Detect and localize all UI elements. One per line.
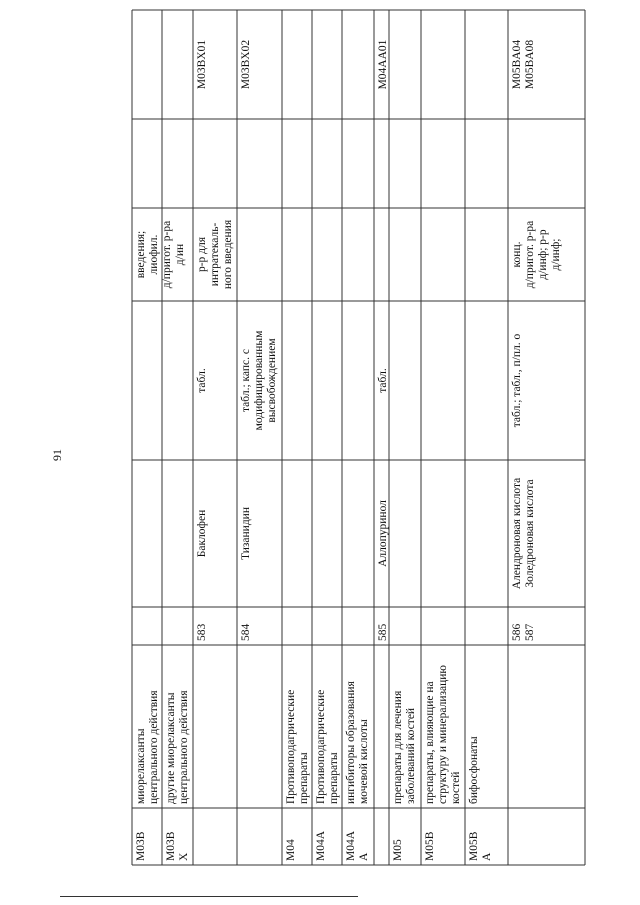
cell-name: препараты, влияющие на структуру и минерализацию костей xyxy=(424,664,462,804)
cell-drug: Баклофен xyxy=(196,509,208,558)
cell-form: табл. xyxy=(196,368,208,393)
cell-code: M03B xyxy=(135,831,147,861)
cell-code: M04 xyxy=(285,839,297,861)
cell-form2: конц. д/пригот. р-ра д/инф; р-р д/инф; xyxy=(511,220,562,289)
cell-code: M04A A xyxy=(345,830,370,861)
cell-num: 583 xyxy=(196,623,208,641)
cell-drug: Тизанидин xyxy=(240,507,252,561)
cell-name: бифосфонаты xyxy=(468,736,480,804)
cell-name: ингибиторы образования мочевой кислоты xyxy=(345,681,370,804)
cell-code: M03B X xyxy=(165,831,190,861)
cell-form: табл.; капс. с модифицированным высвобождением xyxy=(240,330,278,431)
cell-form2: введения; лиофил. д/пригот. р-ра д/ин xyxy=(135,220,186,289)
cell-num: 585 xyxy=(377,623,389,641)
cell-name: Противоподагрические препараты xyxy=(285,689,310,804)
cell-name: миорелаксанты центрального действия xyxy=(135,690,160,804)
cell-form: табл.; табл., п/пл. о xyxy=(511,333,523,428)
cell-num: 584 xyxy=(240,623,252,641)
cell-name: другие миорелаксанты центрального действия xyxy=(165,690,190,804)
cell-code: M05B xyxy=(424,831,436,861)
cell-form: табл. xyxy=(377,368,389,393)
cell-drug: Алендроновая кислота Золедроновая кислота xyxy=(511,477,536,590)
cell-name: препараты для лечения заболеваний костей xyxy=(392,690,417,804)
cell-code: M05B A xyxy=(468,831,493,861)
cell-form2: р-р для интратекаль- ного введения xyxy=(196,219,234,290)
footnote-divider xyxy=(60,896,358,897)
cell-atc: M04AA01 xyxy=(377,39,389,90)
cell-num: 586 587 xyxy=(511,623,536,641)
cell-atc: M03BX02 xyxy=(240,39,252,90)
cell-atc: M05BA04 M05BA08 xyxy=(511,39,536,90)
cell-name: Противоподагрические препараты xyxy=(315,689,340,804)
cell-code: M05 xyxy=(392,839,404,861)
cell-code: M04A xyxy=(315,830,327,861)
cell-atc: M03BX01 xyxy=(196,39,208,90)
page-number: 91 xyxy=(50,449,64,461)
cell-drug: Аллопуринол xyxy=(377,500,389,567)
